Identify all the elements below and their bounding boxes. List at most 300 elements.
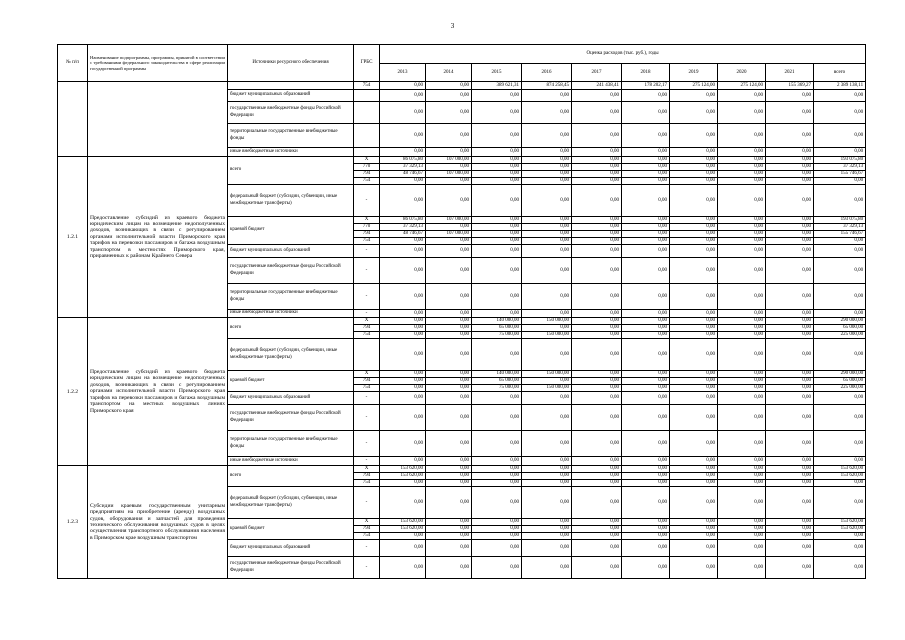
value-cell: 0,00: [472, 519, 522, 526]
value-cell: 107 000,00: [426, 157, 472, 164]
value-cell: 37 329,13: [380, 164, 426, 171]
value-cell: 178 202,17: [622, 82, 670, 90]
value-cell: 155 746,67: [814, 171, 866, 178]
value-cell: 0,00: [766, 318, 814, 325]
value-cell: 0,00: [766, 102, 814, 124]
value-cell: 0,00: [522, 519, 572, 526]
value-cell: 0,00: [522, 185, 572, 217]
value-cell: 0,00: [718, 392, 766, 405]
value-cell: 0,00: [622, 164, 670, 171]
value-cell: 0,00: [718, 178, 766, 185]
header-year: всего: [814, 64, 866, 82]
value-cell: 0,00: [766, 385, 814, 392]
value-cell: 0,00: [718, 164, 766, 171]
value-cell: 0,00: [380, 392, 426, 405]
value-cell: 153 620,00: [380, 473, 426, 480]
value-cell: 0,00: [766, 339, 814, 371]
value-cell: 0,00: [380, 310, 426, 318]
grbs-cell: -: [354, 457, 380, 466]
value-cell: 0,00: [472, 124, 522, 148]
value-cell: 0,00: [380, 185, 426, 217]
grbs-cell: [354, 90, 380, 102]
value-cell: 0,00: [670, 557, 718, 579]
value-cell: 0,00: [380, 238, 426, 245]
header-year: 2021: [766, 64, 814, 82]
value-cell: 0,00: [426, 457, 472, 466]
value-cell: 0,00: [718, 310, 766, 318]
value-cell: 0,00: [766, 405, 814, 431]
header-year: 2016: [522, 64, 572, 82]
value-cell: 0,00: [380, 325, 426, 332]
value-cell: 275 124,00: [718, 82, 766, 90]
value-cell: 0,00: [522, 102, 572, 124]
value-cell: 150 000,00: [522, 318, 572, 325]
value-cell: 0,00: [426, 526, 472, 533]
value-cell: 0,00: [572, 385, 622, 392]
value-cell: 140 000,00: [472, 371, 522, 378]
grbs-cell: X: [354, 217, 380, 224]
value-cell: 0,00: [426, 90, 472, 102]
value-cell: 0,00: [472, 310, 522, 318]
value-cell: 0,00: [522, 224, 572, 231]
value-cell: 0,00: [380, 457, 426, 466]
value-cell: 0,00: [426, 466, 472, 473]
value-cell: 0,00: [572, 480, 622, 487]
value-cell: 0,00: [622, 318, 670, 325]
value-cell: 0,00: [766, 185, 814, 217]
value-cell: 290 000,00: [814, 371, 866, 378]
value-cell: 0,00: [572, 231, 622, 238]
value-cell: 0,00: [572, 473, 622, 480]
value-cell: 0,00: [472, 90, 522, 102]
value-cell: 0,00: [814, 310, 866, 318]
source-cell: всего: [228, 466, 354, 487]
value-cell: 0,00: [718, 224, 766, 231]
value-cell: 0,00: [380, 90, 426, 102]
source-cell: краевой бюджет: [228, 371, 354, 392]
value-cell: 0,00: [622, 371, 670, 378]
value-cell: 0,00: [718, 480, 766, 487]
value-cell: 0,00: [670, 102, 718, 124]
value-cell: 0,00: [670, 238, 718, 245]
value-cell: 0,00: [380, 480, 426, 487]
value-cell: 0,00: [426, 480, 472, 487]
grbs-cell: [354, 148, 380, 157]
value-cell: 0,00: [622, 540, 670, 557]
value-cell: 0,00: [766, 231, 814, 238]
source-cell: территориальные государственные внебюджетные фонды: [228, 284, 354, 310]
value-cell: 0,00: [472, 258, 522, 284]
header-col-no: № п/п: [58, 45, 88, 82]
value-cell: 0,00: [472, 457, 522, 466]
value-cell: 0,00: [766, 224, 814, 231]
value-cell: 0,00: [766, 431, 814, 457]
value-cell: 0,00: [380, 533, 426, 540]
value-cell: 0,00: [622, 231, 670, 238]
value-cell: 0,00: [522, 245, 572, 258]
value-cell: 0,00: [622, 533, 670, 540]
value-cell: 0,00: [670, 310, 718, 318]
value-cell: 0,00: [426, 310, 472, 318]
value-cell: 0,00: [622, 157, 670, 164]
value-cell: 0,00: [472, 148, 522, 157]
value-cell: 0,00: [572, 557, 622, 579]
grbs-cell: -: [354, 258, 380, 284]
value-cell: 0,00: [670, 385, 718, 392]
value-cell: 0,00: [380, 431, 426, 457]
value-cell: 0,00: [522, 90, 572, 102]
value-cell: 0,00: [572, 405, 622, 431]
value-cell: 155 369,27: [766, 82, 814, 90]
value-cell: 0,00: [572, 487, 622, 519]
value-cell: 0,00: [718, 405, 766, 431]
value-cell: 0,00: [572, 310, 622, 318]
value-cell: 0,00: [718, 540, 766, 557]
value-cell: 0,00: [426, 332, 472, 339]
source-cell: бюджет муниципальных образований: [228, 540, 354, 557]
value-cell: 0,00: [622, 378, 670, 385]
value-cell: 0,00: [572, 540, 622, 557]
value-cell: 0,00: [426, 339, 472, 371]
value-cell: 65 000,00: [472, 378, 522, 385]
value-cell: 0,00: [814, 540, 866, 557]
value-cell: 0,00: [670, 245, 718, 258]
value-cell: 0,00: [766, 310, 814, 318]
value-cell: 0,00: [522, 557, 572, 579]
value-cell: 0,00: [766, 164, 814, 171]
value-cell: 0,00: [718, 431, 766, 457]
table-row: [58, 82, 866, 90]
value-cell: 0,00: [426, 164, 472, 171]
value-cell: 0,00: [522, 238, 572, 245]
value-cell: 0,00: [472, 102, 522, 124]
value-cell: 0,00: [622, 284, 670, 310]
value-cell: 0,00: [670, 533, 718, 540]
value-cell: 153 620,00: [814, 526, 866, 533]
grbs-cell: 754: [354, 332, 380, 339]
value-cell: 290 000,00: [814, 318, 866, 325]
source-cell: иные внебюджетные источники: [228, 310, 354, 318]
value-cell: 193 075,80: [814, 157, 866, 164]
value-cell: 0,00: [426, 487, 472, 519]
value-cell: 0,00: [622, 217, 670, 224]
value-cell: 0,00: [426, 371, 472, 378]
source-cell: территориальные государственные внебюджетные фонды: [228, 124, 354, 148]
value-cell: 0,00: [572, 238, 622, 245]
value-cell: 0,00: [426, 148, 472, 157]
value-cell: 0,00: [814, 405, 866, 431]
value-cell: 0,00: [380, 178, 426, 185]
name-cell: Субсидии краевым государственным унитарным предприятиям на приобретение (аренду) воздушных судов, оборудования и запчастей для проведения технического обслуживания воздушных судов в целях осуществления транспортного обслуживания населения в Приморском крае воздушным транспортом: [88, 466, 228, 579]
value-cell: 0,00: [670, 378, 718, 385]
value-cell: 0,00: [670, 487, 718, 519]
header-year: 2019: [670, 64, 718, 82]
value-cell: 0,00: [522, 231, 572, 238]
value-cell: 0,00: [572, 164, 622, 171]
header-year: 2015: [472, 64, 522, 82]
value-cell: 0,00: [718, 325, 766, 332]
grbs-cell: 770: [354, 164, 380, 171]
value-cell: 0,00: [572, 431, 622, 457]
value-cell: 0,00: [718, 102, 766, 124]
value-cell: 0,00: [572, 533, 622, 540]
value-cell: 0,00: [622, 385, 670, 392]
value-cell: 0,00: [766, 178, 814, 185]
grbs-cell: -: [354, 245, 380, 258]
value-cell: 0,00: [766, 258, 814, 284]
header-year: 2020: [718, 64, 766, 82]
value-cell: 0,00: [670, 224, 718, 231]
value-cell: 0,00: [766, 238, 814, 245]
value-cell: 0,00: [766, 148, 814, 157]
value-cell: 0,00: [572, 185, 622, 217]
value-cell: 0,00: [766, 371, 814, 378]
value-cell: 0,00: [522, 284, 572, 310]
value-cell: 0,00: [814, 480, 866, 487]
value-cell: 0,00: [622, 238, 670, 245]
value-cell: 0,00: [718, 473, 766, 480]
value-cell: 0,00: [522, 171, 572, 178]
value-cell: 0,00: [522, 217, 572, 224]
value-cell: 0,00: [766, 217, 814, 224]
value-cell: 0,00: [670, 284, 718, 310]
value-cell: 0,00: [426, 325, 472, 332]
value-cell: 0,00: [814, 238, 866, 245]
value-cell: 0,00: [472, 540, 522, 557]
value-cell: 0,00: [522, 473, 572, 480]
value-cell: 48 746,67: [380, 171, 426, 178]
value-cell: 0,00: [572, 148, 622, 157]
value-cell: 0,00: [718, 318, 766, 325]
value-cell: 0,00: [670, 526, 718, 533]
value-cell: 0,00: [472, 473, 522, 480]
value-cell: 0,00: [522, 378, 572, 385]
grbs-cell: -: [354, 405, 380, 431]
value-cell: 0,00: [572, 171, 622, 178]
value-cell: 0,00: [426, 473, 472, 480]
value-cell: 0,00: [572, 90, 622, 102]
value-cell: 0,00: [472, 185, 522, 217]
value-cell: 0,00: [572, 318, 622, 325]
value-cell: 65 000,00: [814, 378, 866, 385]
value-cell: 75 000,00: [472, 332, 522, 339]
value-cell: 0,00: [814, 533, 866, 540]
value-cell: 0,00: [426, 185, 472, 217]
value-cell: 0,00: [472, 231, 522, 238]
grbs-cell: X: [354, 157, 380, 164]
value-cell: 0,00: [814, 148, 866, 157]
value-cell: 0,00: [814, 431, 866, 457]
value-cell: 0,00: [718, 238, 766, 245]
source-cell: [228, 82, 354, 90]
name-cell: Предоставление субсидий из краевого бюджета юридическим лицам на возмещение недополученных доходов, возникающих в связи с регулированием органами исполнительной власти Приморского края тарифов на перевозки пассажиров и багажа воздушным транспортом на местных воздушных линиях Приморского края: [88, 318, 228, 466]
value-cell: 0,00: [522, 325, 572, 332]
grbs-cell: 754: [354, 385, 380, 392]
value-cell: 0,00: [670, 339, 718, 371]
value-cell: 0,00: [522, 157, 572, 164]
value-cell: 0,00: [814, 557, 866, 579]
grbs-cell: 770: [354, 224, 380, 231]
value-cell: 0,00: [814, 102, 866, 124]
value-cell: 0,00: [670, 164, 718, 171]
header-col-estimate: Оценка расходов (тыс. руб.), годы: [380, 45, 866, 64]
value-cell: 0,00: [572, 332, 622, 339]
value-cell: 0,00: [814, 178, 866, 185]
source-cell: бюджет муниципальных образований: [228, 392, 354, 405]
value-cell: 0,00: [622, 519, 670, 526]
value-cell: 0,00: [380, 124, 426, 148]
grbs-cell: [354, 102, 380, 124]
value-cell: 153 620,00: [380, 519, 426, 526]
source-cell: иные внебюджетные источники: [228, 457, 354, 466]
source-cell: бюджет муниципальных образований: [228, 245, 354, 258]
value-cell: 0,00: [380, 82, 426, 90]
value-cell: 0,00: [670, 157, 718, 164]
value-cell: 37 329,13: [814, 164, 866, 171]
value-cell: 0,00: [718, 557, 766, 579]
value-cell: 155 746,67: [814, 231, 866, 238]
value-cell: 0,00: [472, 224, 522, 231]
value-cell: 0,00: [522, 310, 572, 318]
value-cell: 0,00: [766, 378, 814, 385]
value-cell: 86 075,80: [380, 157, 426, 164]
value-cell: 0,00: [380, 371, 426, 378]
value-cell: 0,00: [426, 284, 472, 310]
row-number-cell: 1.2.3: [58, 466, 88, 579]
value-cell: 0,00: [522, 164, 572, 171]
value-cell: 0,00: [718, 148, 766, 157]
header-col-grbs: ГРБС: [354, 45, 380, 82]
value-cell: 37 329,13: [814, 224, 866, 231]
value-cell: 0,00: [622, 526, 670, 533]
source-cell: бюджет муниципальных образований: [228, 90, 354, 102]
value-cell: 0,00: [622, 431, 670, 457]
value-cell: 0,00: [472, 284, 522, 310]
value-cell: 0,00: [380, 339, 426, 371]
value-cell: 0,00: [814, 339, 866, 371]
value-cell: 0,00: [426, 519, 472, 526]
value-cell: 107 000,00: [426, 217, 472, 224]
row-number-cell: 1.2.2: [58, 318, 88, 466]
grbs-cell: -: [354, 557, 380, 579]
value-cell: 0,00: [380, 318, 426, 325]
value-cell: 0,00: [380, 332, 426, 339]
source-cell: федеральный бюджет (субсидии, субвенции, иные межбюджетные трансферты): [228, 487, 354, 519]
row-number-cell: [58, 82, 88, 157]
value-cell: 0,00: [426, 245, 472, 258]
value-cell: 389 621,31: [472, 82, 522, 90]
header-year: 2013: [380, 64, 426, 82]
value-cell: 0,00: [718, 284, 766, 310]
grbs-cell: -: [354, 310, 380, 318]
grbs-cell: 754: [354, 82, 380, 90]
value-cell: 0,00: [522, 431, 572, 457]
budget-table: [57, 44, 866, 579]
value-cell: 0,00: [522, 480, 572, 487]
value-cell: 0,00: [622, 258, 670, 284]
value-cell: 0,00: [766, 392, 814, 405]
value-cell: 0,00: [622, 457, 670, 466]
value-cell: 0,00: [572, 178, 622, 185]
value-cell: 0,00: [766, 519, 814, 526]
value-cell: 0,00: [522, 258, 572, 284]
value-cell: 107 000,00: [426, 231, 472, 238]
source-cell: государственные внебюджетные фонды Российской Федерации: [228, 102, 354, 124]
grbs-cell: [354, 339, 380, 371]
value-cell: 0,00: [670, 148, 718, 157]
value-cell: 0,00: [426, 385, 472, 392]
header-col-name: Наименование подпрограммы, программы, принятой в соответствии с требованиями федерального законодательства в сфере реализации государственной программы: [88, 45, 228, 82]
value-cell: 153 620,00: [814, 473, 866, 480]
value-cell: 0,00: [472, 526, 522, 533]
value-cell: 0,00: [622, 466, 670, 473]
value-cell: 0,00: [380, 284, 426, 310]
value-cell: 0,00: [426, 178, 472, 185]
value-cell: 0,00: [572, 339, 622, 371]
value-cell: 0,00: [718, 157, 766, 164]
row-number-cell: 1.2.1: [58, 157, 88, 318]
source-cell: федеральный бюджет (субсидии, субвенции, иные межбюджетные трансферты): [228, 339, 354, 371]
value-cell: 0,00: [766, 473, 814, 480]
grbs-cell: -: [354, 431, 380, 457]
header-year: 2014: [426, 64, 472, 82]
value-cell: 0,00: [766, 457, 814, 466]
grbs-cell: 754: [354, 238, 380, 245]
grbs-cell: 794: [354, 231, 380, 238]
value-cell: 0,00: [718, 385, 766, 392]
value-cell: 0,00: [622, 185, 670, 217]
value-cell: 0,00: [472, 405, 522, 431]
value-cell: 0,00: [718, 519, 766, 526]
value-cell: 0,00: [472, 164, 522, 171]
value-cell: 0,00: [572, 217, 622, 224]
value-cell: 0,00: [572, 284, 622, 310]
value-cell: 0,00: [718, 217, 766, 224]
value-cell: 0,00: [622, 557, 670, 579]
grbs-cell: 794: [354, 378, 380, 385]
value-cell: 0,00: [472, 157, 522, 164]
value-cell: 65 000,00: [472, 325, 522, 332]
value-cell: 150 000,00: [522, 385, 572, 392]
value-cell: 0,00: [718, 171, 766, 178]
value-cell: 0,00: [426, 557, 472, 579]
value-cell: 0,00: [522, 533, 572, 540]
value-cell: 0,00: [522, 405, 572, 431]
grbs-cell: X: [354, 519, 380, 526]
value-cell: 0,00: [380, 148, 426, 157]
value-cell: 0,00: [572, 124, 622, 148]
value-cell: 0,00: [766, 325, 814, 332]
value-cell: 0,00: [622, 405, 670, 431]
value-cell: 0,00: [670, 466, 718, 473]
value-cell: 0,00: [426, 378, 472, 385]
value-cell: 0,00: [670, 519, 718, 526]
value-cell: 0,00: [766, 284, 814, 310]
value-cell: 0,00: [572, 371, 622, 378]
value-cell: 0,00: [766, 124, 814, 148]
source-cell: иные внебюджетные источники: [228, 148, 354, 157]
value-cell: 0,00: [670, 217, 718, 224]
table-row: [58, 318, 866, 325]
value-cell: 107 000,00: [426, 171, 472, 178]
value-cell: 150 000,00: [522, 332, 572, 339]
value-cell: 0,00: [766, 557, 814, 579]
value-cell: 0,00: [670, 171, 718, 178]
value-cell: 0,00: [572, 102, 622, 124]
value-cell: 0,00: [766, 533, 814, 540]
value-cell: 0,00: [426, 405, 472, 431]
value-cell: 0,00: [670, 540, 718, 557]
